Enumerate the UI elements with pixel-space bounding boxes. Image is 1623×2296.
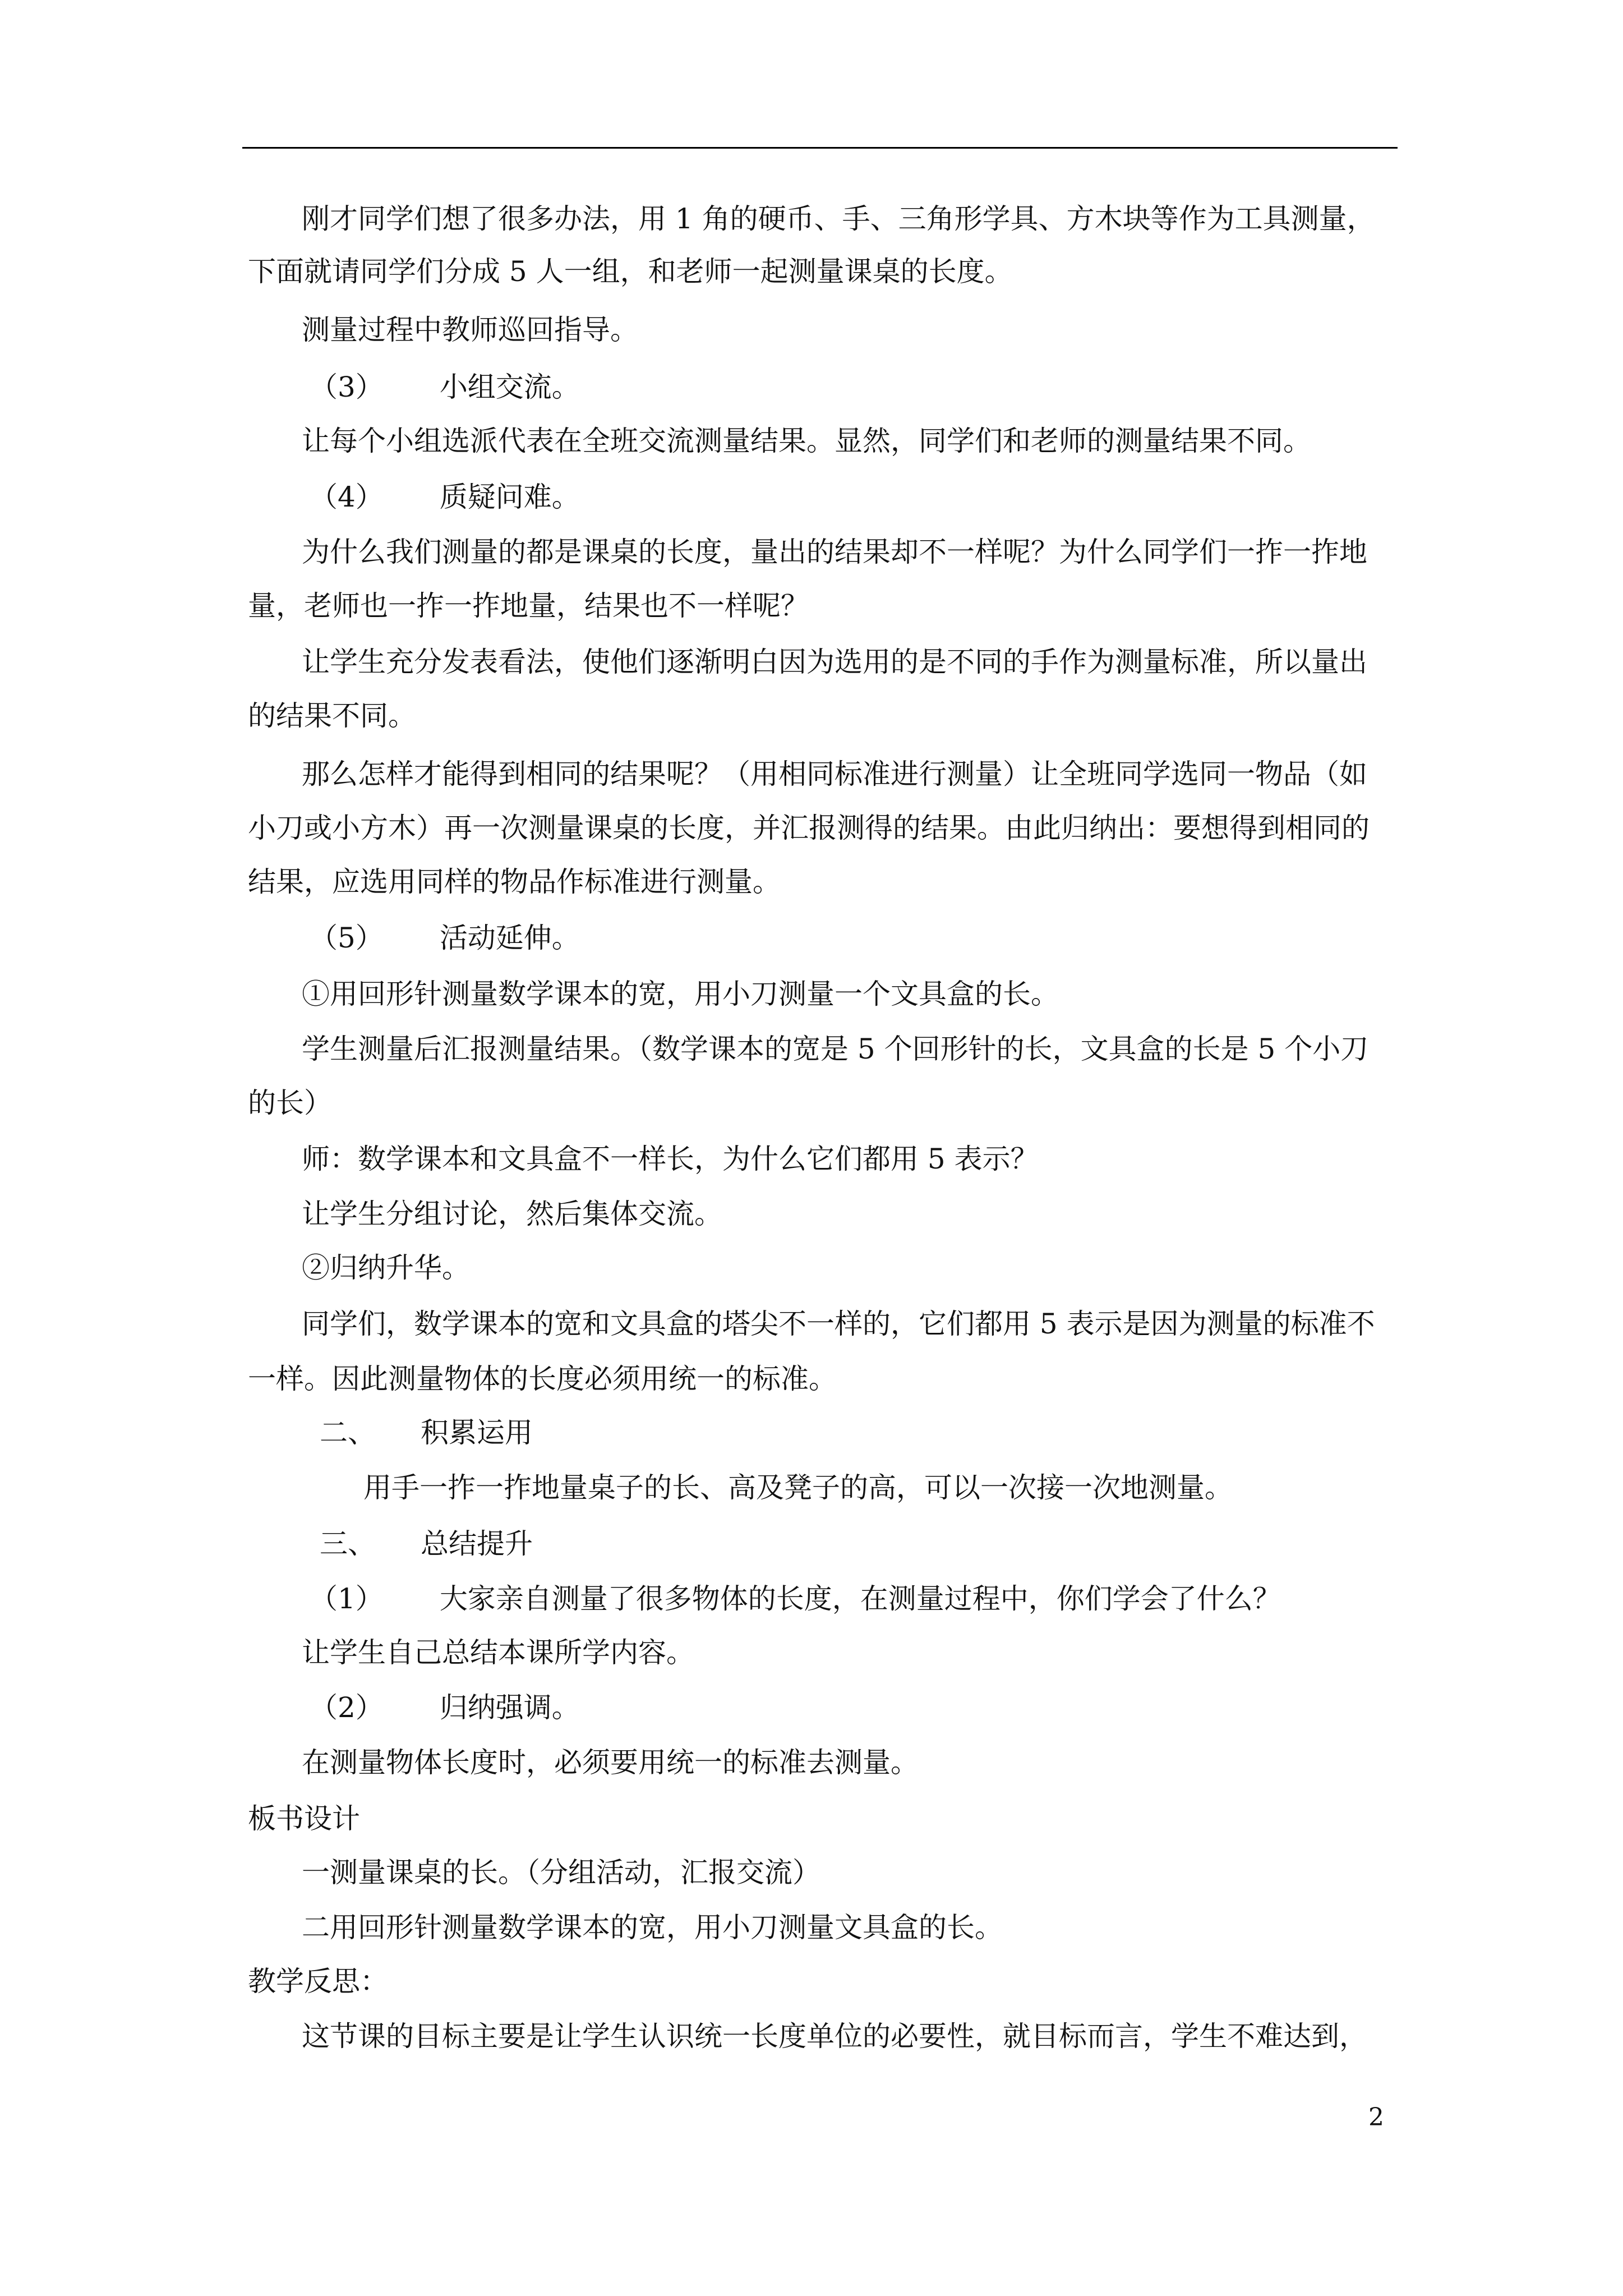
paragraph-line: 下面就请同学们分成 5 人一组，和老师一起测量课桌的长度。 <box>248 255 1013 288</box>
paragraph-line: 学生测量后汇报测量结果。（数学课本的宽是 5 个回形针的长，文具盒的长是 5 个小刀 <box>302 1033 1369 1065</box>
paragraph-line: ①用回形针测量数学课本的宽，用小刀测量一个文具盒的长。 <box>302 978 1059 1010</box>
paragraph-line: 量，老师也一拃一拃地量，结果也不一样呢？ <box>248 590 809 622</box>
page-number: 2 <box>1368 2103 1384 2132</box>
paragraph-line: 让学生充分发表看法，使他们逐渐明白因为选用的是不同的手作为测量标准，所以量出 <box>302 646 1367 678</box>
section-label: 教学反思： <box>248 1965 388 1998</box>
paragraph-line: ②归纳升华。 <box>302 1251 470 1284</box>
item-heading: 大家亲自测量了很多物体的长度，在测量过程中，你们学会了什么？ <box>439 1582 1281 1615</box>
paragraph-line: 的长） <box>248 1087 332 1119</box>
paragraph-line: 在测量物体长度时，必须要用统一的标准去测量。 <box>302 1746 919 1779</box>
paragraph-line: 小刀或小方木）再一次测量课桌的长度，并汇报测得的结果。由此归纳出：要想得到相同的 <box>248 812 1370 844</box>
section-title: 积累运用 <box>421 1416 533 1449</box>
paragraph-line: 这节课的目标主要是让学生认识统一长度单位的必要性，就目标而言，学生不难达到， <box>302 2020 1367 2053</box>
item-number: （1） <box>310 1582 384 1615</box>
numbered-item <box>310 1582 1281 1616</box>
item-heading: 质疑问难。 <box>439 481 580 513</box>
paragraph-line: 让学生自己总结本课所学内容。 <box>302 1636 694 1669</box>
numbered-item <box>310 1691 580 1724</box>
paragraph-line: 同学们，数学课本的宽和文具盒的塔尖不一样的，它们都用 5 表示是因为测量的标准不 <box>302 1308 1375 1340</box>
paragraph-line: 结果，应选用同样的物品作标准进行测量。 <box>248 866 781 898</box>
paragraph-line: 让学生分组讨论，然后集体交流。 <box>302 1198 722 1230</box>
section-number: 二、 <box>320 1416 376 1449</box>
paragraph-line: 一测量课桌的长。（分组活动，汇报交流） <box>302 1856 820 1889</box>
section-label: 板书设计 <box>248 1802 360 1835</box>
paragraph-line: 一样。因此测量物体的长度必须用统一的标准。 <box>248 1363 837 1395</box>
section-heading <box>320 1416 533 1450</box>
paragraph-line: 用手一拃一拃地量桌子的长、高及凳子的高，可以一次接一次地测量。 <box>363 1471 1233 1504</box>
paragraph-line: 师：数学课本和文具盒不一样长，为什么它们都用 5 表示？ <box>302 1143 1039 1175</box>
section-heading <box>320 1527 533 1561</box>
item-number: （5） <box>310 922 384 954</box>
numbered-item <box>310 370 580 404</box>
item-heading: 小组交流。 <box>439 371 580 403</box>
numbered-item <box>310 921 580 955</box>
paragraph-line: 测量过程中教师巡回指导。 <box>302 314 638 346</box>
paragraph-line: 那么怎样才能得到相同的结果呢？（用相同标准进行测量）让全班同学选同一物品（如 <box>302 758 1367 790</box>
paragraph-line: 为什么我们测量的都是课桌的长度，量出的结果却不一样呢？为什么同学们一拃一拃地 <box>302 536 1367 568</box>
item-heading: 归纳强调。 <box>439 1691 580 1724</box>
item-number: （4） <box>310 481 384 513</box>
item-number: （2） <box>310 1691 384 1724</box>
item-heading: 活动延伸。 <box>439 922 580 954</box>
paragraph-line: 让每个小组选派代表在全班交流测量结果。显然，同学们和老师的测量结果不同。 <box>302 425 1311 457</box>
paragraph-line: 二用回形针测量数学课本的宽，用小刀测量文具盒的长。 <box>302 1911 1003 1944</box>
paragraph-line: 刚才同学们想了很多办法，用 1 角的硬币、手、三角形学具、方木块等作为工具测量， <box>302 203 1375 235</box>
numbered-item <box>310 480 580 514</box>
header-divider <box>242 147 1398 149</box>
section-number: 三、 <box>320 1527 376 1560</box>
section-title: 总结提升 <box>421 1527 533 1560</box>
paragraph-line: 的结果不同。 <box>248 700 416 732</box>
item-number: （3） <box>310 371 384 403</box>
